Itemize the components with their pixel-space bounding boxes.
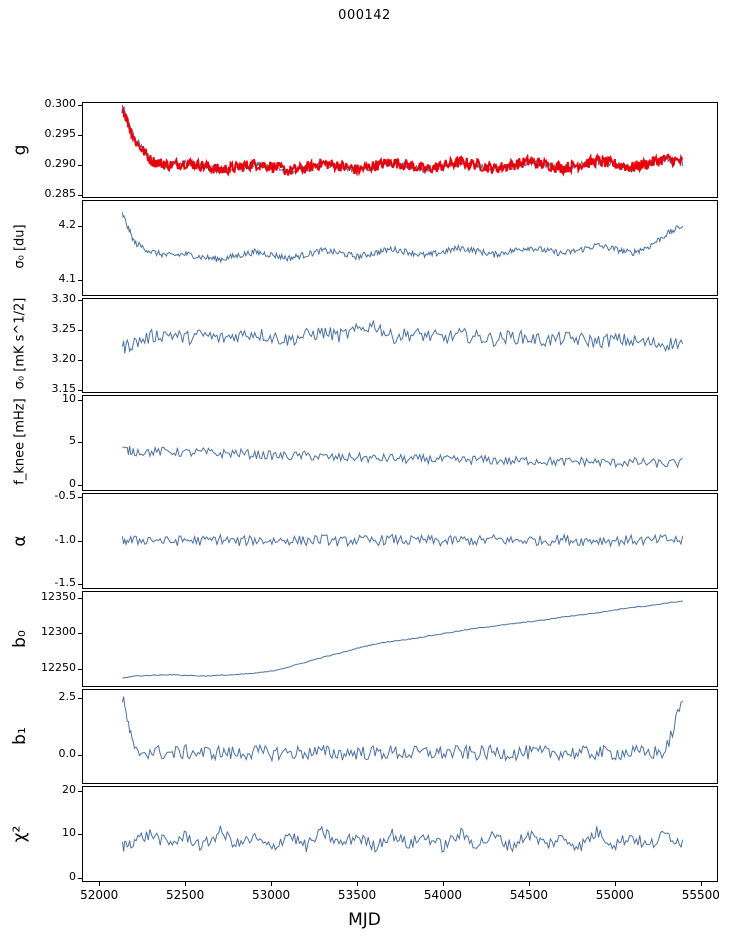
y-tick-label: -1.5	[54, 576, 76, 590]
plot-panel-fknee	[82, 395, 718, 491]
y-tick-mark	[78, 633, 82, 634]
x-axis-label: MJD	[348, 910, 381, 930]
y-tick-mark	[78, 300, 82, 301]
x-tick-label: 55000	[595, 888, 634, 902]
figure-title: 000142	[338, 8, 391, 23]
y-tick-mark	[78, 669, 82, 670]
y-axis-label: α	[10, 535, 30, 547]
y-tick-label: 0	[69, 869, 76, 883]
y-tick-mark	[78, 165, 82, 166]
y-tick-label: 12300	[41, 625, 76, 639]
y-tick-mark	[78, 598, 82, 599]
x-tick-mark	[443, 882, 444, 886]
x-tick-label: 54500	[509, 888, 548, 902]
y-tick-mark	[78, 698, 82, 699]
x-tick-mark	[529, 882, 530, 886]
y-axis-label: b₀	[10, 629, 30, 648]
y-tick-mark	[78, 834, 82, 835]
x-tick-label: 53500	[337, 888, 377, 902]
y-tick-label: 3.20	[51, 352, 76, 366]
x-tick-mark	[701, 882, 702, 886]
y-tick-label: 2.5	[58, 689, 76, 703]
y-tick-mark	[78, 330, 82, 331]
y-tick-label: 0.295	[44, 126, 76, 140]
y-axis-label: σ₀ [mK s^1/2]	[12, 298, 28, 390]
y-tick-mark	[78, 280, 82, 281]
plot-panel-b0	[82, 591, 718, 687]
x-tick-label: 55500	[681, 888, 720, 902]
y-tick-label: 12250	[41, 660, 76, 674]
x-tick-label: 52000	[80, 888, 119, 902]
x-tick-label: 54000	[423, 888, 463, 902]
y-tick-label: 0.290	[44, 156, 76, 170]
x-tick-mark	[99, 882, 100, 886]
series-alpha	[122, 534, 682, 546]
x-tick-mark	[185, 882, 186, 886]
series-data	[122, 110, 682, 176]
y-tick-mark	[78, 360, 82, 361]
plot-panel-sigma0	[82, 200, 718, 296]
y-axis-label: g	[10, 144, 30, 156]
series-b1	[122, 696, 682, 760]
y-tick-label: 0.285	[44, 186, 76, 200]
y-tick-mark	[78, 584, 82, 585]
y-tick-mark	[78, 105, 82, 106]
y-tick-mark	[78, 791, 82, 792]
plot-panel-alpha	[82, 493, 718, 589]
y-tick-mark	[78, 226, 82, 227]
x-tick-mark	[615, 882, 616, 886]
y-tick-label: 0.300	[44, 96, 76, 110]
y-tick-label: 10	[62, 826, 76, 840]
y-tick-mark	[78, 497, 82, 498]
x-tick-label: 53000	[251, 888, 291, 902]
plot-panel-b1	[82, 689, 718, 785]
y-tick-label: 20	[62, 782, 76, 796]
plot-panel-sigma0_mK	[82, 298, 718, 394]
x-tick-mark	[357, 882, 358, 886]
y-tick-label: 4.1	[58, 271, 76, 285]
plot-panel-chi2	[82, 786, 718, 882]
y-tick-mark	[78, 485, 82, 486]
y-tick-mark	[78, 135, 82, 136]
y-axis-label: χ²	[10, 825, 30, 843]
y-tick-mark	[78, 442, 82, 443]
y-tick-label: 10	[62, 391, 76, 405]
y-tick-label: -0.5	[54, 489, 76, 503]
y-tick-label: 0.0	[58, 746, 76, 760]
series-sigma0	[122, 212, 682, 262]
x-tick-mark	[271, 882, 272, 886]
series-chi2	[122, 826, 682, 852]
y-tick-label: 3.30	[51, 292, 76, 306]
y-tick-label: 12350	[41, 589, 76, 603]
y-tick-mark	[78, 390, 82, 391]
series-sigma0_mK	[122, 320, 682, 353]
y-tick-mark	[78, 541, 82, 542]
series-b0	[122, 601, 682, 678]
y-axis-label: b₁	[10, 727, 30, 746]
y-axis-label: f_knee [mHz]	[12, 398, 28, 485]
plot-panel-model	[82, 102, 718, 198]
y-tick-mark	[78, 400, 82, 401]
y-tick-label: 4.2	[58, 218, 76, 232]
y-tick-mark	[78, 195, 82, 196]
y-tick-label: 3.15	[51, 382, 76, 396]
y-tick-mark	[78, 755, 82, 756]
y-tick-label: 5	[69, 434, 76, 448]
y-tick-mark	[78, 878, 82, 879]
x-tick-label: 52500	[166, 888, 205, 902]
y-tick-label: 0	[69, 477, 76, 491]
y-tick-label: 3.25	[51, 322, 76, 336]
y-axis-label: σ₀ [du]	[12, 224, 28, 269]
y-tick-label: -1.0	[54, 532, 76, 546]
series-fknee	[122, 446, 682, 468]
